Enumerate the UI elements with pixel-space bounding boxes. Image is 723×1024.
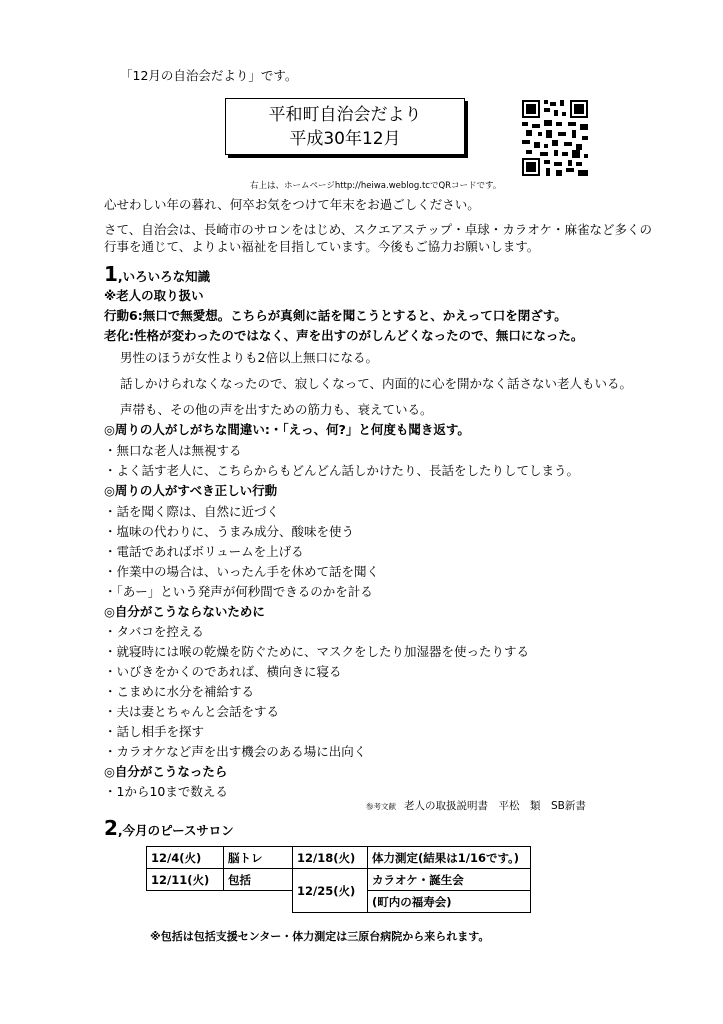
table-row xyxy=(147,869,531,891)
event-cell: 包括 xyxy=(224,869,293,891)
list-item: ・作業中の場合は、いったん手を休めて話を聞く xyxy=(104,564,380,579)
newsletter-date: 平成30年12月 xyxy=(289,129,401,149)
salon-schedule-table xyxy=(146,846,531,913)
list-item: ・就寝時には喉の乾燥を防ぐために、マスクをしたり加湿器を使ったりする xyxy=(104,644,530,659)
date-cell: 12/18(火) xyxy=(293,847,368,869)
detail-line: 話しかけられなくなったので、寂しくなって、内面的に心を開かなく話さない老人もいる。 xyxy=(120,376,633,391)
salon-note: ※包括は包括支援センター・体力測定は三原台病院から来られます。 xyxy=(150,930,490,943)
event-cell: 体力測定(結果は1/16です。) xyxy=(368,847,531,869)
section-number: 2 xyxy=(104,816,118,840)
greeting: 心せわしい年の暮れ、何卒お気をつけて年末をお過ごしください。 xyxy=(104,197,480,212)
newsletter-title: 平和町自治会だより xyxy=(268,105,422,125)
became-heading: ◎自分がこうなったら xyxy=(104,764,228,779)
list-item: ・話し相手を探す xyxy=(104,724,205,739)
empty-cell xyxy=(224,891,293,913)
event-cell: カラオケ・誕生会 xyxy=(368,869,531,891)
event-cell: 脳トレ xyxy=(224,847,293,869)
empty-cell xyxy=(147,891,224,913)
detail-line: 男性のほうが女性よりも2倍以上無口になる。 xyxy=(120,350,378,365)
section-title: ,いろいろな知識 xyxy=(117,269,211,284)
section1-heading xyxy=(104,262,210,286)
list-item: ・いびきをかくのであれば、横向きに寝る xyxy=(104,664,342,679)
behavior-text: こちらが真剣に話を聞こうとすると、かえって口を閉ざす。 xyxy=(230,308,567,323)
list-item: ・無口な老人は無視する xyxy=(104,443,242,458)
intro-text: 「12月の自治会だより」です。 xyxy=(120,68,298,83)
list-item: ・話を聞く際は、自然に近づく xyxy=(104,504,280,519)
paragraph-line: 行事を通じて、よりよい福祉を目指しています。今後もご協力お願いします。 xyxy=(104,239,540,254)
list-item: ・カラオケなど声を出す機会のある場に出向く xyxy=(104,744,367,759)
reference-label: 参考文献 xyxy=(366,802,396,811)
behavior-label: 行動6:無口で無愛想。 xyxy=(104,308,231,323)
qr-caption: 右上は、ホームページhttp://heiwa.weblog.tcでQRコードです。 xyxy=(250,181,502,191)
list-item: ・1から10まで数える xyxy=(104,784,228,799)
section-title: ,今月のピースサロン xyxy=(117,823,234,838)
list-item: ・こまめに水分を補給する xyxy=(104,684,255,699)
section-number: 1 xyxy=(104,262,118,286)
list-item: ・よく話す老人に、こちらからもどんどん話しかけたり、長話をしたりしてしまう。 xyxy=(104,463,580,478)
right-action-heading: ◎周りの人がすべき正しい行動 xyxy=(104,483,278,498)
list-item: ・タバコを控える xyxy=(104,624,204,639)
section2-heading xyxy=(104,816,234,840)
list-item: ・夫は妻とちゃんと会話をする xyxy=(104,704,280,719)
date-cell: 12/25(火) xyxy=(293,869,368,913)
list-item: ・「あー」という発声が何秒間できるのかを計る xyxy=(104,584,373,599)
table-row xyxy=(147,847,531,869)
cause-line xyxy=(104,326,583,344)
reference xyxy=(366,798,586,813)
mistake-heading: ◎周りの人がしがちな間違い:・「えっ、何?」と何度も聞き返す。 xyxy=(104,422,470,437)
cause-label: 老化: xyxy=(104,328,134,343)
section1-subtitle: ※老人の取り扱い xyxy=(104,288,204,303)
date-cell: 12/4(火) xyxy=(147,847,224,869)
event-cell: (町内の福寿会) xyxy=(368,891,531,913)
prevent-heading: ◎自分がこうならないために xyxy=(104,604,265,619)
list-item: ・塩味の代わりに、うまみ成分、酸味を使う xyxy=(104,524,355,539)
paragraph-line: さて、自治会は、長崎市のサロンをはじめ、スクエアステップ・卓球・カラオケ・麻雀など多くの xyxy=(104,222,653,237)
reference-title: 老人の取扱説明書 平松 類 SB新書 xyxy=(404,800,586,812)
date-cell: 12/11(火) xyxy=(147,869,224,891)
title-box xyxy=(225,98,465,155)
cause-text: 性格が変わったのではなく、声を出すのがしんどくなったので、無口になった。 xyxy=(134,328,584,343)
behavior-line xyxy=(104,306,567,324)
qr-code-icon xyxy=(522,100,588,176)
list-item: ・電話であればボリュームを上げる xyxy=(104,544,304,559)
detail-line: 声帯も、その他の声を出すための筋力も、衰えている。 xyxy=(120,402,433,417)
